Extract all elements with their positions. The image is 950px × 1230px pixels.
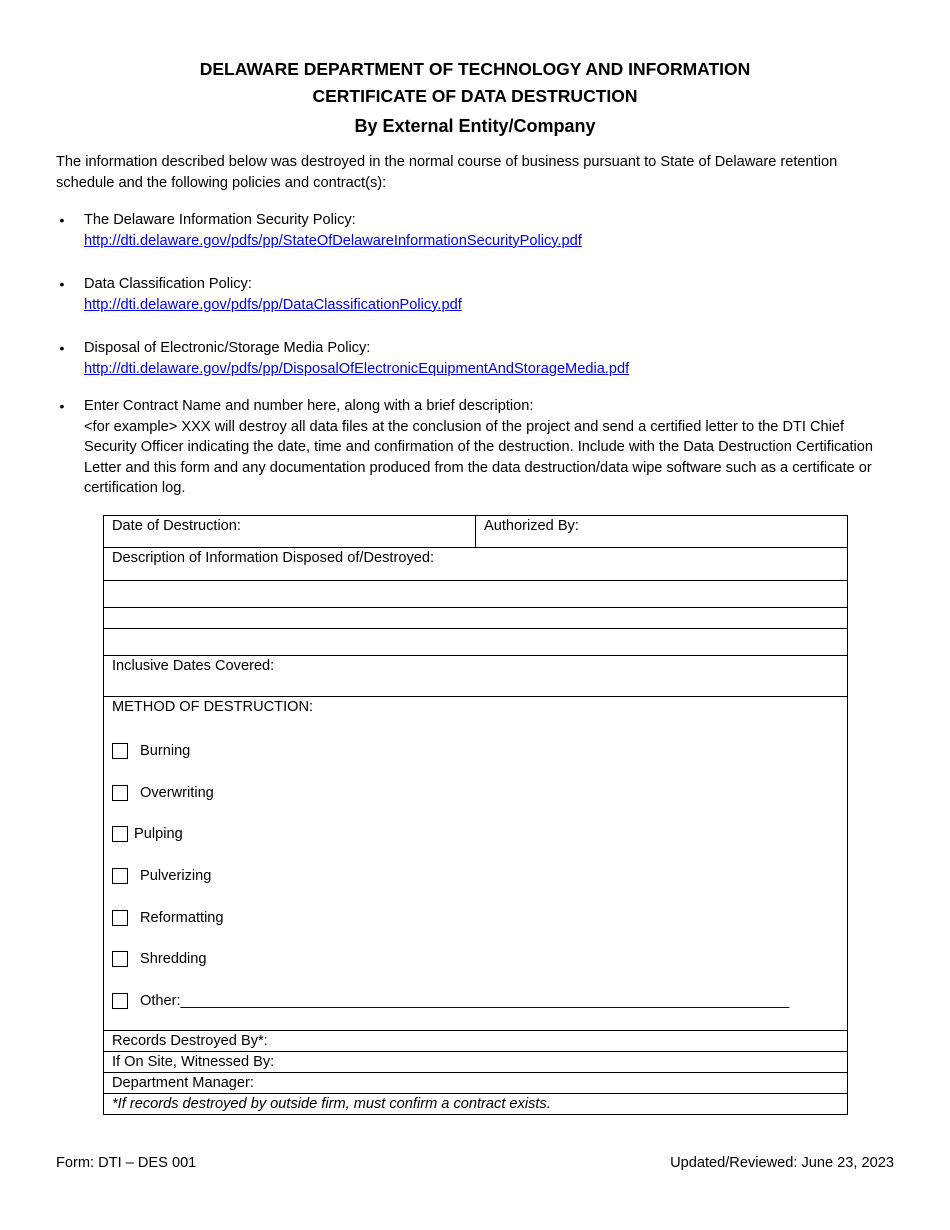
method-label: Shredding [140,951,207,968]
department-manager-label: Department Manager: [112,1075,254,1091]
department-manager-field[interactable] [104,1073,848,1094]
inclusive-dates-label: Inclusive Dates Covered: [112,658,275,674]
policy-item-disposal [56,338,876,379]
bullet-icon: • [59,276,65,292]
checkbox[interactable] [112,868,128,884]
updated-date: Updated/Reviewed: June 23, 2023 [670,1155,894,1171]
checkbox[interactable] [112,951,128,967]
policy-label: Data Classification Policy: [84,276,252,292]
footnote: *If records destroyed by outside firm, must confirm a contract exists. [104,1094,848,1115]
intro-paragraph: The information described below was destroyed in the normal course of business pursuant to State of Delaware retention schedule and the following policies and contract(s): [56,154,838,191]
method-label: Overwriting [140,784,214,801]
form-id: Form: DTI – DES 001 [56,1155,197,1171]
header-agency: DELAWARE DEPARTMENT OF TECHNOLOGY AND INFORMATION [199,59,751,79]
checkbox[interactable] [112,743,128,759]
witnessed-by-label: If On Site, Witnessed By: [112,1054,275,1070]
bullet-icon: • [59,340,65,356]
policy-item-classification [56,274,876,315]
authorized-by-label: Authorized By: [484,518,579,534]
description-line-1[interactable] [104,581,848,608]
method-option-shredding[interactable] [112,938,839,980]
contract-example: <for example> XXX will destroy all data files at the conclusion of the project and send a certified letter to the DTI Chief Security Officer indicating the date, time and confirmation of the destruction. Include with the Data Destruction Certification Letter and this form and any documentation produced from the data destruction/data wipe software such as a certificate or certification log. [84,418,874,497]
destruction-form-table [103,515,848,1115]
method-option-pulping[interactable] [112,813,839,855]
method-option-overwriting[interactable] [112,772,839,814]
method-option-burning[interactable] [112,730,839,772]
description-line-2[interactable] [104,608,848,629]
records-destroyed-by-label: Records Destroyed By*: [112,1033,268,1049]
checkbox[interactable] [112,826,128,842]
description-line-3[interactable] [104,629,848,656]
method-option-pulverizing[interactable] [112,855,839,897]
checkbox[interactable] [112,910,128,926]
bullet-icon: • [59,398,65,414]
policy-item-security [56,210,876,251]
method-label: Other:___________________________________________________________________________ [140,992,790,1009]
policy-link-security[interactable]: http://dti.delaware.gov/pdfs/pp/StateOfDelawareInformationSecurityPolicy.pdf [84,232,582,249]
authorized-by-field[interactable] [476,516,848,548]
checkbox[interactable] [112,785,128,801]
policy-label: The Delaware Information Security Policy: [84,212,356,228]
bullet-icon: • [59,212,65,228]
checkbox[interactable] [112,993,128,1009]
date-of-destruction-label: Date of Destruction: [112,518,241,534]
inclusive-dates-field[interactable] [104,656,848,697]
header-certificate-title: CERTIFICATE OF DATA DESTRUCTION [312,86,638,106]
contract-item [56,396,876,499]
method-label: Pulverizing [140,867,212,884]
date-of-destruction-field[interactable] [104,516,476,548]
policy-label: Disposal of Electronic/Storage Media Policy: [84,340,371,356]
witnessed-by-field[interactable] [104,1052,848,1073]
method-label: Burning [140,742,191,759]
description-field[interactable] [104,548,848,581]
contract-instruction: Enter Contract Name and number here, along with a brief description: [84,398,534,414]
description-label: Description of Information Disposed of/Destroyed: [112,550,435,566]
policy-link-classification[interactable]: http://dti.delaware.gov/pdfs/pp/DataClassificationPolicy.pdf [84,296,462,313]
method-label: Reformatting [140,909,224,926]
records-destroyed-by-field[interactable] [104,1031,848,1052]
policy-link-disposal[interactable]: http://dti.delaware.gov/pdfs/pp/DisposalOfElectronicEquipmentAndStorageMedia.pdf [84,360,630,377]
method-label: Pulping [134,826,183,843]
header-subtitle: By External Entity/Company [354,116,596,136]
method-of-destruction-section [104,697,848,1031]
method-option-other[interactable] [112,980,839,1022]
method-option-reformatting[interactable] [112,897,839,939]
method-heading: METHOD OF DESTRUCTION: [112,699,314,715]
